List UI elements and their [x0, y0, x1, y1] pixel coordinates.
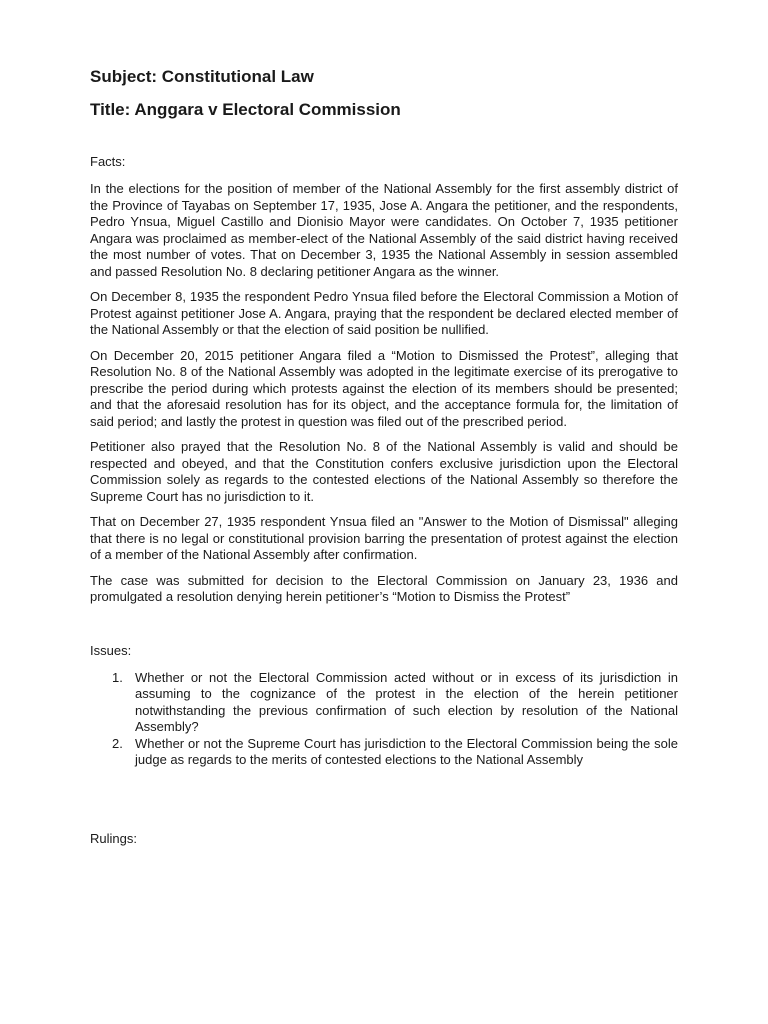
facts-paragraph: In the elections for the position of member of the National Assembly for the first assembly district of the Province of Tayabas on September 17, 1935, Jose A. Angara the petitioner, and the respondents, Pedro Ynsua, Miguel Castillo and Dionisio Mayor were candidates. On October 7, 1935 petitioner Angara was proclaimed as member-elect of the National Assembly of the said district having received the most number of votes. That on December 3, 1935 the National Assembly in session assembled and passed Resolution No. 8 declaring petitioner Angara as the winner. [90, 181, 678, 279]
issue-text: Whether or not the Electoral Commission acted without or in excess of its jurisdiction in assuming to the cognizance of the protest in the election of the herein petitioner notwithstanding the previous confirmation of such election by resolution of the National Assembly? [135, 669, 678, 734]
document-title: Title: Anggara v Electoral Commission [90, 100, 401, 119]
issue-item [90, 670, 678, 736]
facts-paragraph: The case was submitted for decision to the Electoral Commission on January 23, 1936 and promulgated a resolution denying herein petitioner’s “Motion to Dismiss the Protest” [90, 572, 678, 604]
issues-heading: Issues: [90, 642, 132, 658]
issues-list [90, 670, 678, 769]
issue-number: 2. [112, 735, 123, 751]
issue-item [90, 736, 678, 769]
document-subject: Subject: Constitutional Law [90, 67, 314, 86]
document-page [90, 66, 678, 858]
facts-paragraph: On December 20, 2015 petitioner Angara filed a “Motion to Dismissed the Protest”, alleging that Resolution No. 8 of the National Assembly was adopted in the legitimate exercise of its prerogative to prescribe the period during which protests against the election of its members should be presented; and that the aforesaid resolution has for its object, and the acceptance formula for, the limitation of said period; and lastly the protest in question was filed out of the prescribed period. [90, 347, 678, 429]
spacer [90, 615, 678, 642]
facts-paragraph: Petitioner also prayed that the Resolution No. 8 of the National Assembly is valid and should be respected and obeyed, and that the Constitution confers exclusive jurisdiction upon the Electoral Commission solely as regards to the contested elections of the National Assembly so therefore the Supreme Court has no jurisdiction to it. [90, 439, 678, 504]
issue-text: Whether or not the Supreme Court has jurisdiction to the Electoral Commission being the sole judge as regards to the merits of contested elections to the National Assembly [135, 735, 678, 767]
facts-heading: Facts: [90, 154, 126, 169]
facts-paragraph: On December 8, 1935 the respondent Pedro Ynsua filed before the Electoral Commission a Motion of Protest against petitioner Jose A. Angara, praying that the respondent be declared elected member of the National Assembly or that the election of said position be nullified. [90, 289, 678, 337]
rulings-heading: Rulings: [90, 830, 137, 846]
issue-number: 1. [112, 669, 123, 685]
spacer [90, 769, 678, 830]
facts-paragraph: That on December 27, 1935 respondent Ynsua filed an "Answer to the Motion of Dismissal" alleging that there is no legal or constitutional provision barring the presentation of protest against the election of a member of the National Assembly after confirmation. [90, 514, 678, 562]
